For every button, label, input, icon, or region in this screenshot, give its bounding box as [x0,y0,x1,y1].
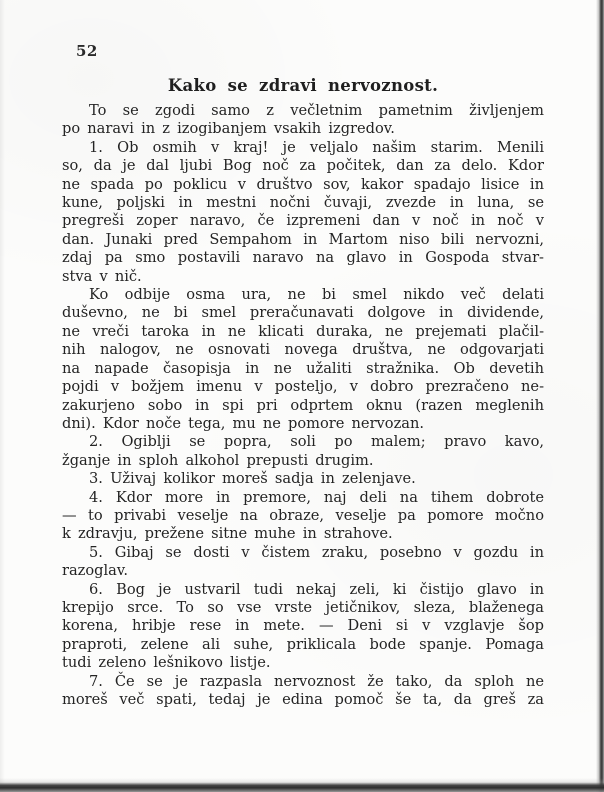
text-line: razoglav. [62,562,129,580]
text-line: 3. Uživaj kolikor moreš sadja in zelenjave. [89,470,416,488]
text-line: ne vreči taroka in ne klicati duraka, ne prejemati plačil- [62,322,544,340]
text-line: pojdi v božjem imenu v posteljo, v dobro prezračeno ne- [62,378,544,396]
text-line: duševno, ne bi smel preračunavati dolgove in dividende, [62,304,544,322]
text-line: zakurjeno sobo in spi pri odprtem oknu (razen meglenih [62,396,544,414]
paragraph [62,139,544,286]
text-line: na napade časopisja in ne užaliti stražnika. Ob devetih [62,359,544,377]
text-line: žganje in sploh alkohol prepusti drugim. [62,451,374,469]
paragraph [62,673,544,710]
text-line: 5. Gibaj se dosti v čistem zraku, posebno v gozdu in [89,543,544,561]
paragraph [62,470,544,488]
text-line: zdaj pa smo postavili naravo na glavo in Gospoda stvar- [62,249,544,267]
paragraph [62,581,544,673]
text-line: so, da je dal ljubi Bog noč za počitek, dan za delo. Kdor [62,157,544,175]
body-text [62,102,544,709]
text-line: 4. Kdor more in premore, naj deli na tihem dobrote [89,488,544,506]
text-line: k zdravju, prežene sitne muhe in strahove. [62,525,393,543]
text-line: krepijo srce. To so vse vrste jetičnikov, sleza, blaženega [62,598,544,616]
paragraph [62,489,544,544]
text-line: nih nalogov, ne osnovati novega društva, ne odgovarjati [62,341,544,359]
text-line: moreš več spati, tedaj je edina pomoč še ta, da greš za [62,691,544,708]
scan-shadow-right [596,0,604,792]
text-line: tudi zeleno lešnikovo listje. [62,654,271,672]
page-number: 52 [76,42,98,60]
text-line: 1. Ob osmih v kraj! je veljalo našim starim. Menili [89,138,544,156]
text-line: praproti, zelene ali suhe, priklicala bode spanje. Pomaga [62,635,544,653]
text-line: korena, hribje rese in mete. — Deni si v vzglavje šop [62,617,544,635]
text-line: 7. Če se je razpasla nervoznost že tako, da sploh ne [89,672,544,690]
text-line: — to privabi veselje na obraze, veselje pa pomore močno [62,506,544,524]
text-line: 6. Bog je ustvaril tudi nekaj zeli, ki čistijo glavo in [89,580,544,598]
scan-shadow-bottom [0,778,604,792]
text-line: stva v nič. [62,267,142,285]
text-line: dni). Kdor noče tega, mu ne pomore nervozan. [62,414,425,432]
text-line: To se zgodi samo z večletnim pametnim življenjem [89,102,544,119]
text-line: ne spada po poklicu v društvo sov, kakor spadajo lisice in [62,175,544,193]
paragraph [62,102,544,139]
paragraph [62,433,544,470]
scan-shadow-left [0,0,5,792]
paragraph [62,286,544,433]
text-line: dan. Junaki pred Sempahom in Martom niso bili nervozni, [62,230,544,248]
paragraph [62,544,544,581]
text-line: po naravi in z izogibanjem vsakih izgredov. [62,120,395,138]
text-line: kune, poljski in mestni nočni čuvaji, zvezde in luna, se [62,194,544,212]
text-line: 2. Ogiblji se popra, soli po malem; pravo kavo, [89,433,544,451]
chapter-title: Kako se zdravi nervoznost. [167,76,439,95]
text-line: pregreši zoper naravo, če izpremeni dan v noč in noč v [62,212,544,230]
text-line: Ko odbije osma ura, ne bi smel nikdo več delati [89,286,544,304]
